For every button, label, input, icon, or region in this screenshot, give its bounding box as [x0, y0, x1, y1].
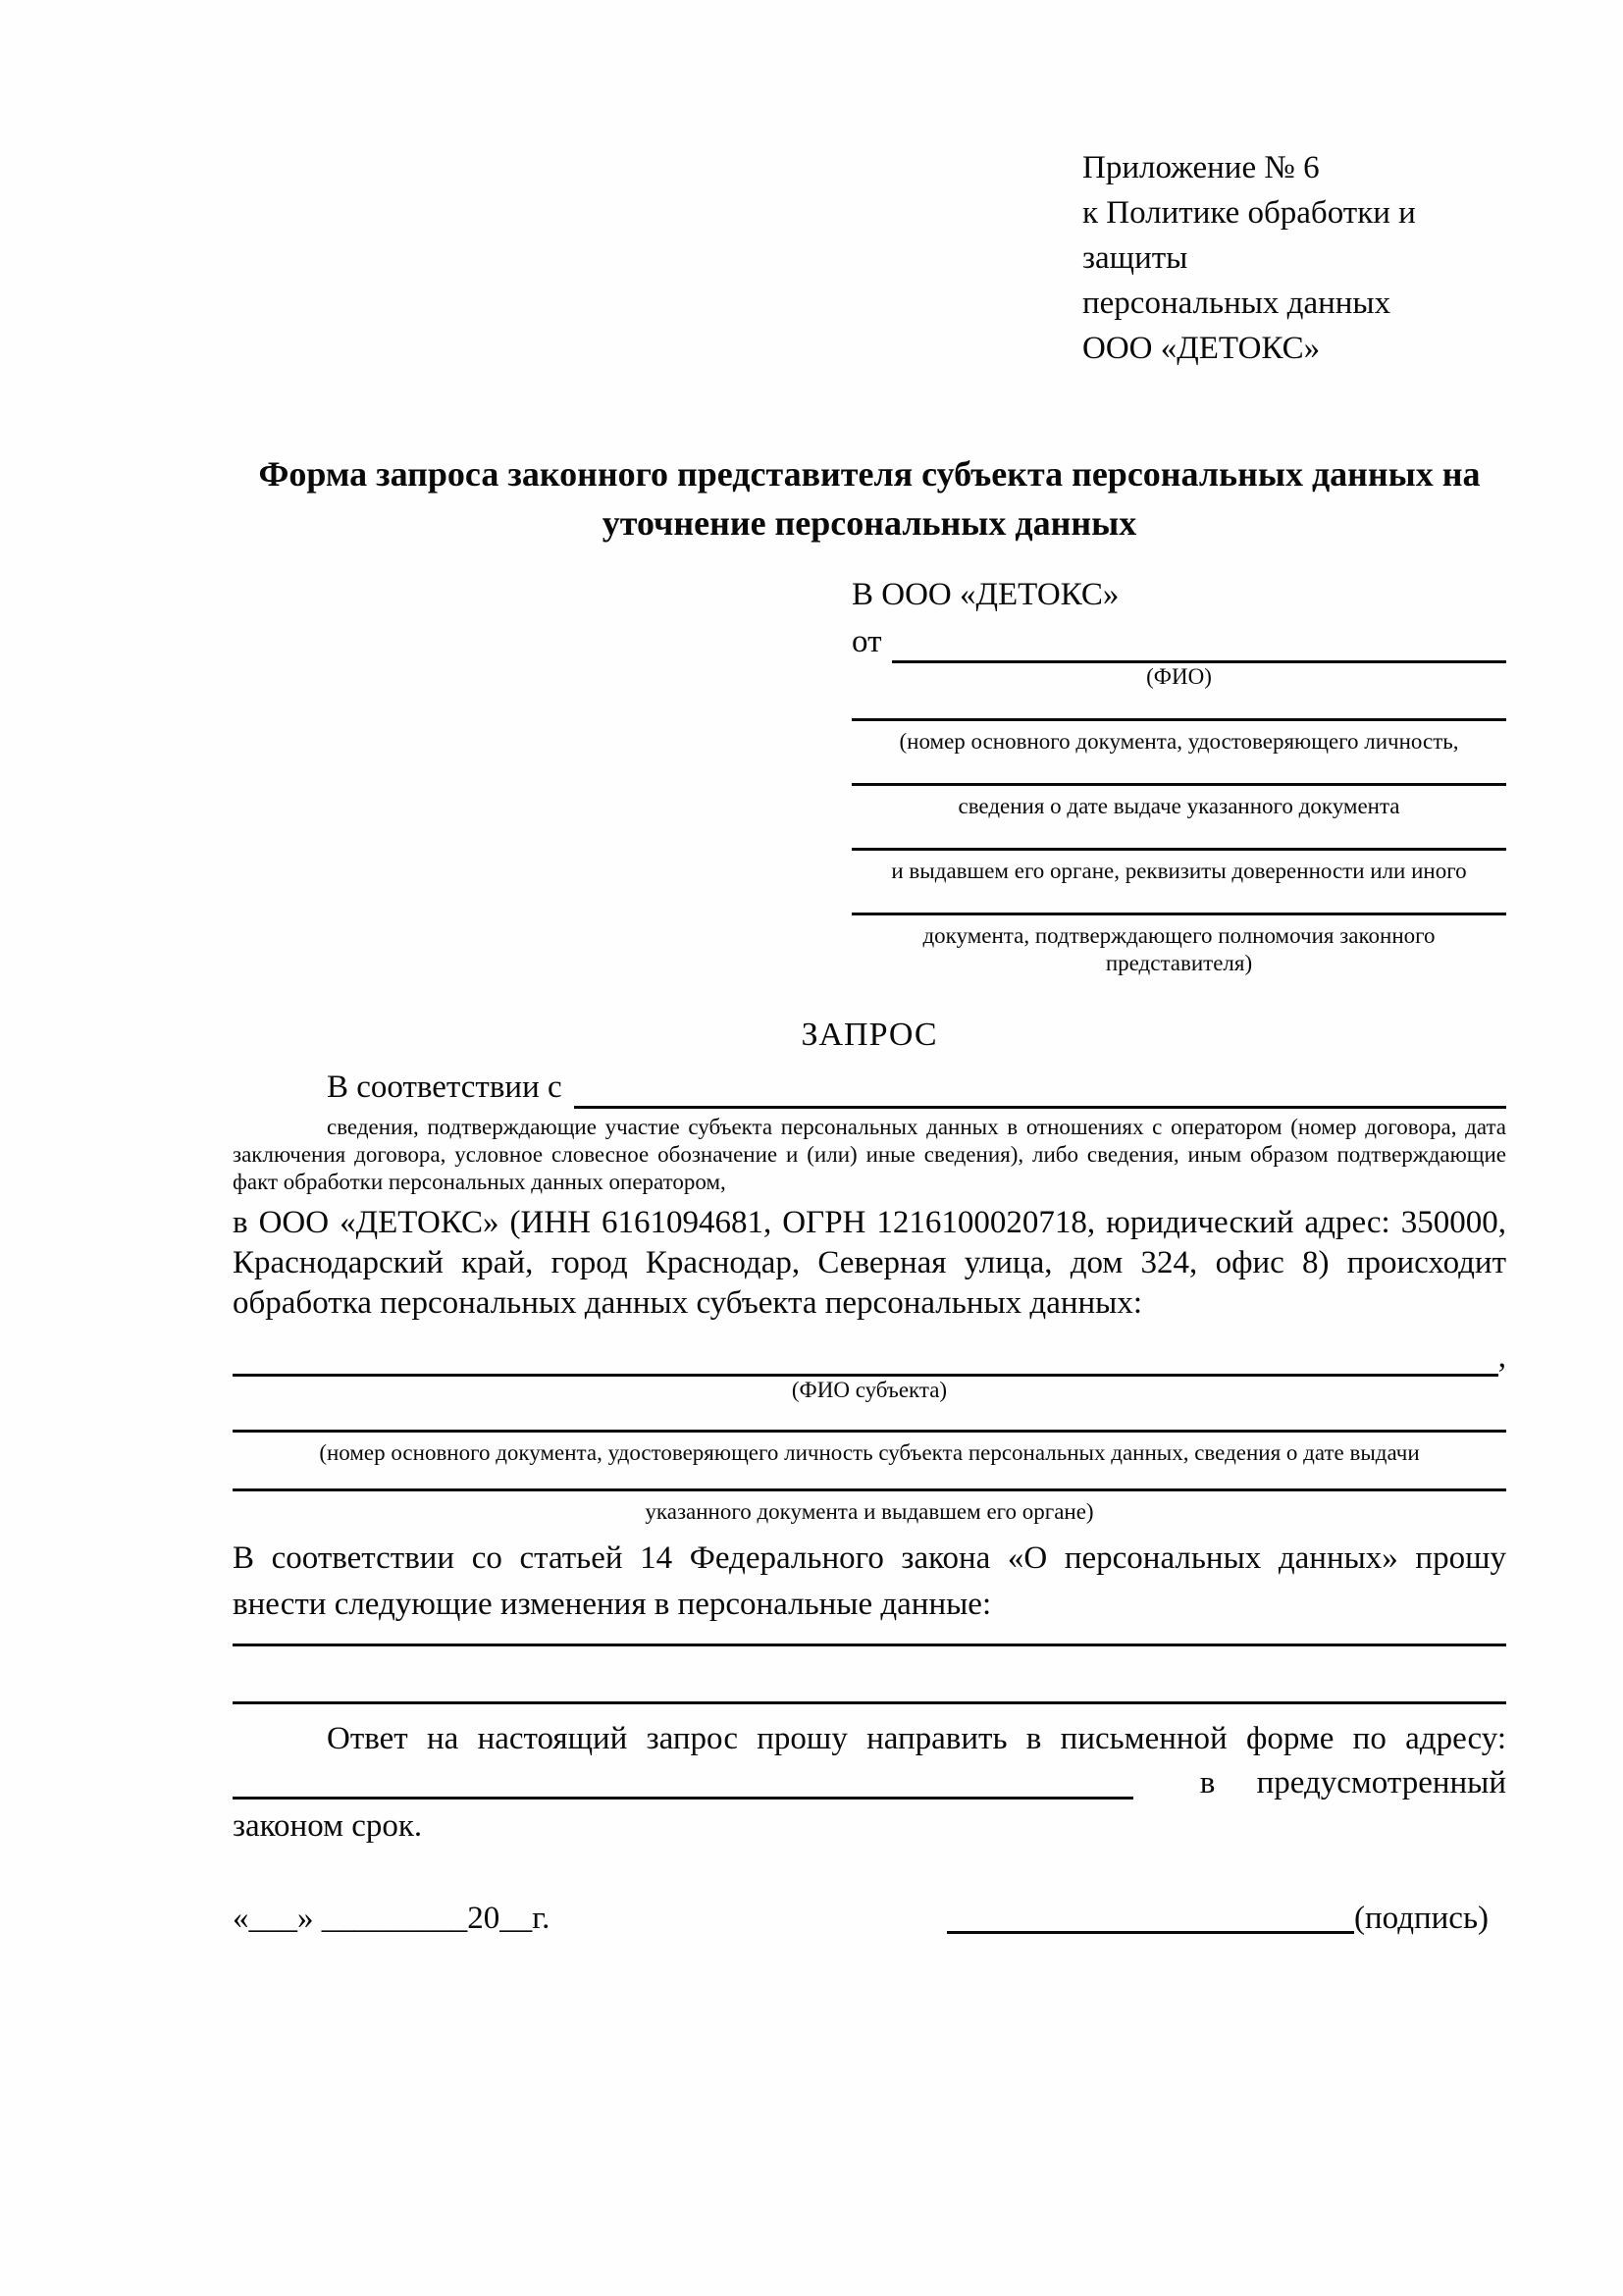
blank-line: [852, 783, 1506, 786]
fio-caption: (ФИО): [1146, 664, 1212, 689]
field-caption: и выдавшем его органе, реквизиты доверенности или иного: [891, 859, 1467, 883]
subject-doc-blank-line: [233, 1430, 1506, 1433]
field-caption: (номер основного документа, удостоверяющего личность,: [899, 729, 1459, 754]
addressee-block: [852, 573, 1506, 977]
blank-line: [852, 848, 1506, 851]
appendix-line: Приложение № 6: [1082, 150, 1320, 185]
trailing-comma: ,: [1497, 1339, 1506, 1375]
representative-doc-field: [852, 718, 1506, 756]
basis-footnote: сведения, подтверждающие участие субъекта персональных данных в отношениях с оператором (номер договора, дата заключения договора, условное словесное обозначение и (или) иные сведения), либо сведения, иным образом подтверждающие факт обработки персональных данных оператором,: [233, 1115, 1506, 1194]
representative-doc-field: [852, 913, 1506, 977]
basis-label: В соответствии с: [327, 1070, 562, 1105]
representative-doc-field: [852, 848, 1506, 885]
from-label: от: [852, 624, 882, 659]
reply-tail-text: в предусмотренный: [1199, 1765, 1506, 1800]
reply-request-sentence: Ответ на настоящий запрос прошу направить в письменной форме по адресу:: [327, 1721, 1506, 1756]
representative-doc-field: [852, 783, 1506, 820]
changes-blank-line: [233, 1701, 1506, 1704]
signature-blank-line: [947, 1931, 1354, 1934]
subject-fio-field: [233, 1337, 1506, 1377]
appendix-line: персональных данных: [1082, 286, 1391, 321]
date-blank-field: «___» _________20__г.: [233, 1901, 550, 1936]
subject-doc-blank-line: [233, 1488, 1506, 1491]
subject-fio-caption: (ФИО субъекта): [791, 1378, 948, 1402]
request-heading: ЗАПРОС: [801, 1017, 938, 1053]
demand-paragraph: В соответствии со статьей 14 Федерального закона «О персональных данных» прошу внести следующие изменения в персональные данные:: [233, 1540, 1506, 1622]
basis-blank-line: [574, 1106, 1506, 1109]
operator-paragraph: в ООО «ДЕТОКС» (ИНН 6161094681, ОГРН 1216100020718, юридический адрес: 350000, Краснодарский край, город Краснодар, Северная улица, дом 324, офис 8) происходит обработка персональных данных субъекта персональных данных:: [233, 1205, 1506, 1321]
blank-line: [852, 718, 1506, 721]
subject-doc-caption: указанного документа и выдавшем его органе): [645, 1499, 1094, 1524]
blank-line: [852, 913, 1506, 915]
from-field: [852, 620, 1506, 663]
signature-caption: (подпись): [1354, 1901, 1489, 1936]
field-caption: документа, подтверждающего полномочия законного представителя): [922, 923, 1436, 975]
basis-field: [233, 1066, 1506, 1109]
reply-end-text: законом срок.: [233, 1808, 423, 1844]
subject-doc-caption: (номер основного документа, удостоверяющего личность субъекта персональных данных, сведения о дате выдачи: [319, 1440, 1420, 1465]
reply-address-field: [233, 1762, 1506, 1803]
page-title: Форма запроса законного представителя субъекта персональных данных на уточнение персональных данных: [258, 454, 1481, 543]
signature-field: [947, 1898, 1489, 1939]
signature-row: [233, 1898, 1506, 1939]
appendix-block: [1082, 145, 1506, 371]
address-blank-line: [233, 1797, 1133, 1800]
appendix-line: ООО «ДЕТОКС»: [1082, 331, 1321, 366]
appendix-line: к Политике обработки и защиты: [1082, 195, 1416, 276]
changes-blank-line: [233, 1644, 1506, 1646]
field-caption: сведения о дате выдаче указанного документа: [958, 794, 1400, 818]
addressee-organization: В ООО «ДЕТОКС»: [852, 577, 1120, 612]
